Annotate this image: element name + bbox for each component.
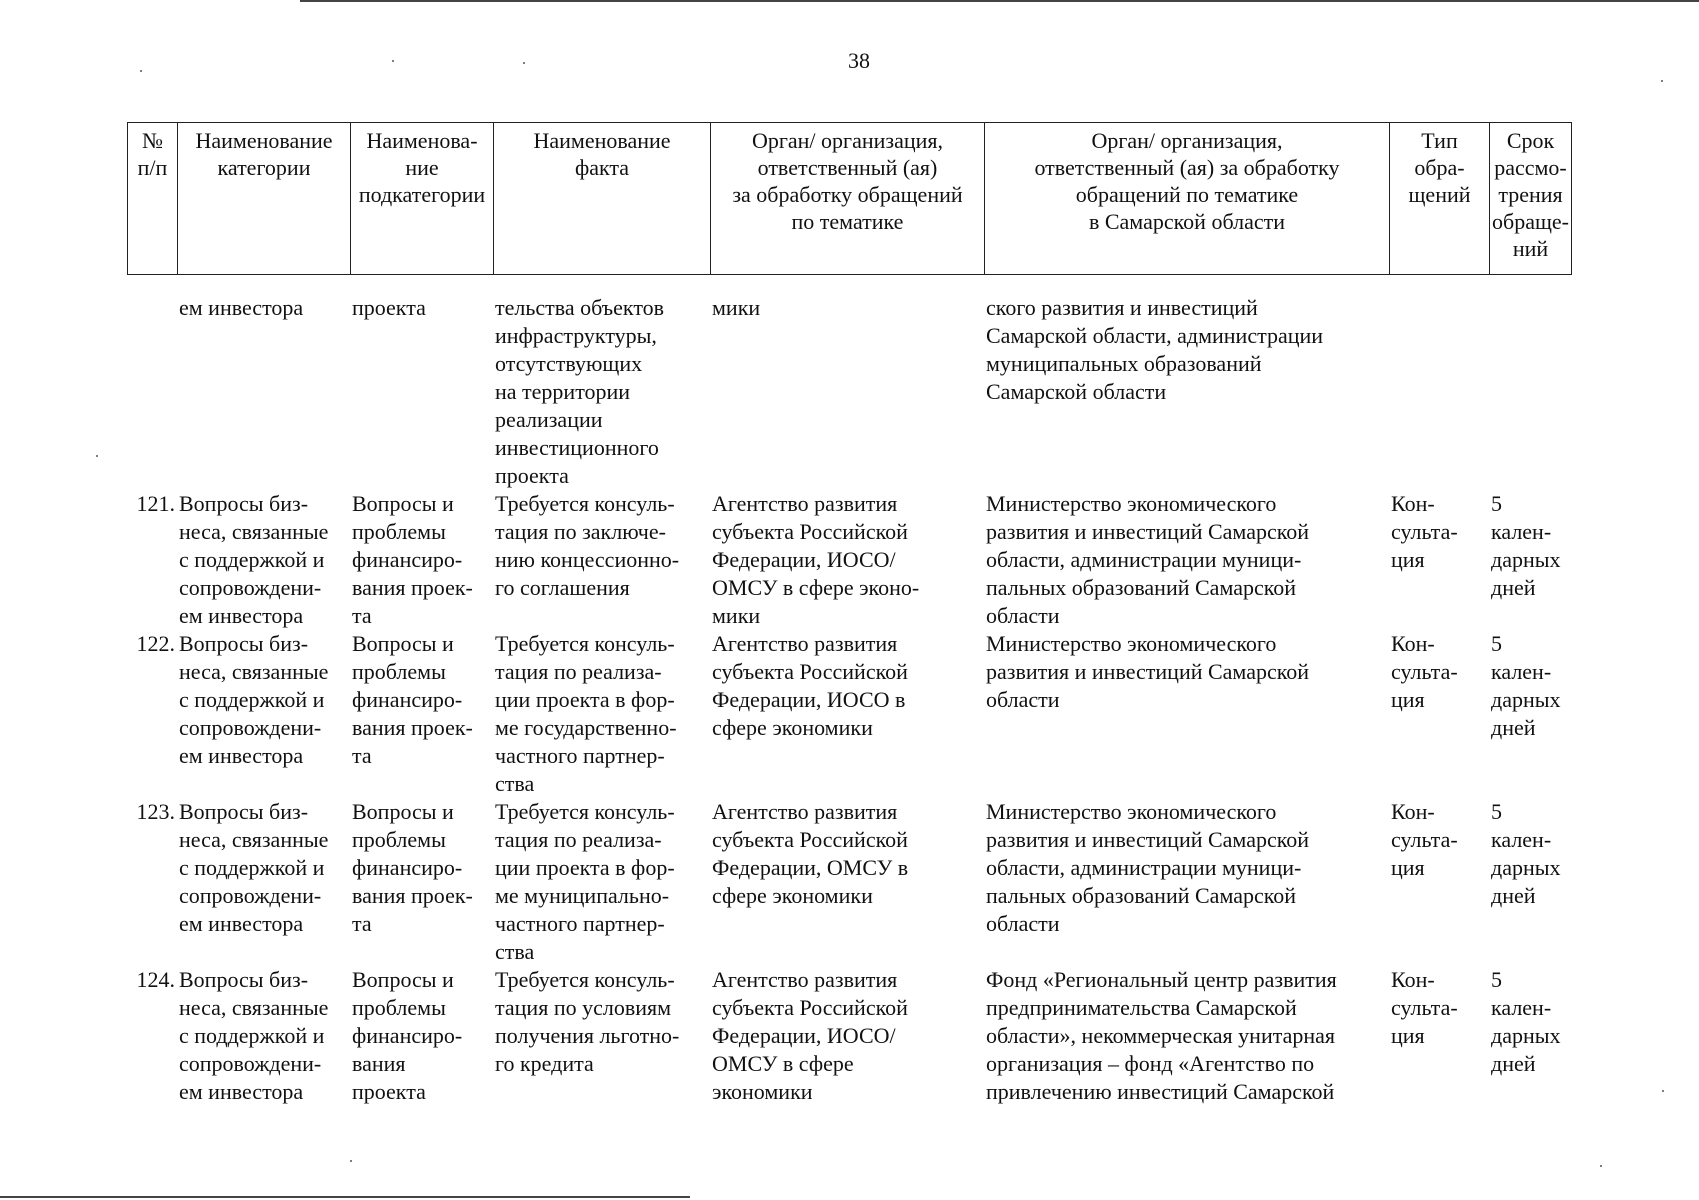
scan-speck <box>350 1160 352 1162</box>
header-cell-term <box>1490 123 1572 275</box>
row-subcategory: Вопросы и проблемы финансиро- вания проек- та <box>352 491 473 628</box>
row-subcategory: Вопросы и проблемы финансиро- вания проек- та <box>352 631 473 768</box>
row-term: 5 кален- дарных дней <box>1491 631 1561 740</box>
header-label: Тип обра- щений <box>1408 128 1471 207</box>
row-number: 124. <box>136 967 175 992</box>
row-number: 121. <box>136 491 175 516</box>
row-type: Кон- сульта- ция <box>1391 967 1458 1048</box>
row-term: 5 кален- дарных дней <box>1491 799 1561 908</box>
row-org: мики <box>712 295 761 320</box>
table-row <box>127 490 1571 630</box>
table-row <box>127 798 1571 966</box>
header-label: Наименование категории <box>195 128 333 180</box>
row-term <box>1489 294 1571 490</box>
scan-speck <box>96 455 98 457</box>
header-cell-category <box>178 123 351 275</box>
row-org: Агентство развития субъекта Российской Федерации, ИОСО/ ОМСУ в сфере экономики <box>712 967 908 1104</box>
row-type: Кон- сульта- ция <box>1391 799 1458 880</box>
row-category: Вопросы биз- неса, связанные с поддержкой и сопровождени- ем инвестора <box>179 491 329 628</box>
row-org: Агентство развития субъекта Российской Федерации, ИОСО в сфере экономики <box>712 631 908 740</box>
row-term: 5 кален- дарных дней <box>1491 967 1561 1076</box>
header-label: Орган/ организация, ответственный (ая) за обработку обращений по тематике в Самарской области <box>1034 128 1340 234</box>
row-type: Кон- сульта- ция <box>1391 631 1458 712</box>
table-row <box>127 294 1571 490</box>
header-cell-fact <box>494 123 711 275</box>
row-org-samara: Министерство экономического развития и инвестиций Самарской области, администрации муници- пальных образований Самарской области <box>986 799 1310 936</box>
row-org-samara: Министерство экономического развития и инвестиций Самарской области, администрации муници- пальных образований Самарской области <box>986 491 1310 628</box>
header-cell-org-samara <box>985 123 1390 275</box>
row-fact: Требуется консуль- тация по реализа- ции проекта в фор- ме государственно- частного партнер- ства <box>495 631 677 796</box>
row-category: Вопросы биз- неса, связанные с поддержкой и сопровождени- ем инвестора <box>179 799 329 936</box>
header-row <box>128 123 1572 275</box>
row-number <box>127 294 177 490</box>
row-term: 5 кален- дарных дней <box>1491 491 1561 600</box>
header-cell-subcategory <box>351 123 494 275</box>
top-border-line <box>300 0 1699 2</box>
row-fact: Требуется консуль- тация по реализа- ции проекта в фор- ме муниципально- частного партнер- ства <box>495 799 675 964</box>
row-category: Вопросы биз- неса, связанные с поддержкой и сопровождени- ем инвестора <box>179 967 329 1104</box>
row-org: Агентство развития субъекта Российской Федерации, ИОСО/ ОМСУ в сфере эконо- мики <box>712 491 920 628</box>
header-cell-org <box>711 123 985 275</box>
row-subcategory: проекта <box>352 295 426 320</box>
row-number: 123. <box>136 799 175 824</box>
row-fact: Требуется консуль- тация по заключе- нию концессионно- го соглашения <box>495 491 680 600</box>
header-label: № п/п <box>137 128 168 180</box>
scan-speck <box>1662 1090 1664 1092</box>
row-org-samara: Министерство экономического развития и инвестиций Самарской области <box>986 631 1310 712</box>
header-label: Наименова- ние подкатегории <box>358 128 486 207</box>
row-subcategory: Вопросы и проблемы финансиро- вания проекта <box>352 967 463 1104</box>
row-number: 122. <box>136 631 175 656</box>
scan-speck <box>392 60 394 62</box>
table-header <box>127 122 1572 275</box>
scan-speck <box>140 70 142 72</box>
table-row <box>127 966 1571 1116</box>
row-subcategory: Вопросы и проблемы финансиро- вания проек- та <box>352 799 473 936</box>
row-org-samara: ского развития и инвестиций Самарской области, администрации муниципальных образований Самарской области <box>986 295 1324 404</box>
row-category: ем инвестора <box>179 295 304 320</box>
row-type <box>1389 294 1489 490</box>
table-row <box>127 630 1571 798</box>
row-org: Агентство развития субъекта Российской Федерации, ОМСУ в сфере экономики <box>712 799 909 908</box>
bottom-border-line <box>0 1196 690 1198</box>
header-cell-number <box>128 123 178 275</box>
header-cell-type <box>1390 123 1490 275</box>
row-fact: тельства объектов инфраструктуры, отсутствующих на территории реализации инвестиционного проекта <box>495 295 665 488</box>
scan-speck <box>1600 1165 1602 1167</box>
page-number: 38 <box>848 48 870 73</box>
table-body <box>127 294 1571 1116</box>
row-category: Вопросы биз- неса, связанные с поддержкой и сопровождени- ем инвестора <box>179 631 329 768</box>
header-label: Орган/ организация, ответственный (ая) за обработку обращений по тематике <box>732 128 963 234</box>
header-label: Наименование факта <box>533 128 671 180</box>
row-fact: Требуется консуль- тация по условиям получения льготно- го кредита <box>495 967 680 1076</box>
scan-speck <box>523 62 525 64</box>
scan-speck <box>1661 80 1663 82</box>
header-label: Срок рассмо- трения обраще- ний <box>1492 128 1569 261</box>
row-type: Кон- сульта- ция <box>1391 491 1458 572</box>
row-org-samara: Фонд «Региональный центр развития предпринимательства Самарской области», некоммерческая унитарная организация – фонд «Агентство по привлечению инвестиций Самарской <box>986 967 1337 1104</box>
